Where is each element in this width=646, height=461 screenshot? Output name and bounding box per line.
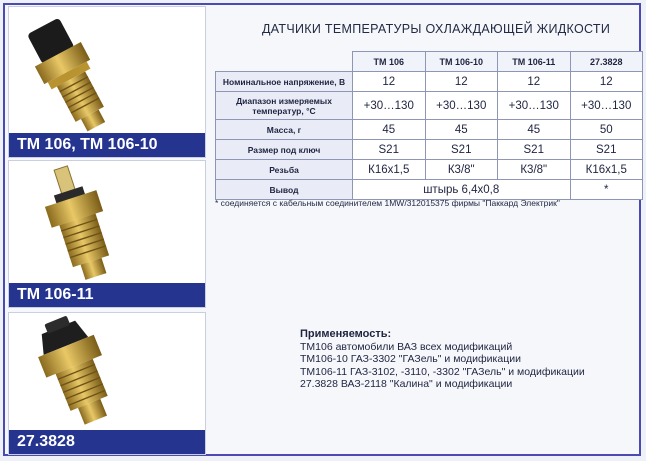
product-label: ТМ 106-11 <box>9 283 205 307</box>
page-title: ДАТЧИКИ ТЕМПЕРАТУРЫ ОХЛАЖДАЮЩЕЙ ЖИДКОСТИ <box>262 22 611 36</box>
usage-heading: Применяемость: <box>300 328 392 340</box>
table-cell: К3/8" <box>498 160 571 180</box>
table-cell: S21 <box>498 140 571 160</box>
row-label: Размер под ключ <box>216 140 353 160</box>
column-header: 27.3828 <box>570 52 643 72</box>
row-label: Вывод <box>216 180 353 200</box>
usage-block <box>300 328 585 391</box>
row-label: Резьба <box>216 160 353 180</box>
table-cell: 12 <box>498 72 571 92</box>
sensor-black-cap-icon <box>9 7 205 133</box>
product-panel-27-3828 <box>8 312 206 455</box>
product-panel-tm106-11 <box>8 160 206 308</box>
table-cell: 12 <box>570 72 643 92</box>
product-label: 27.3828 <box>9 430 205 454</box>
table-row <box>216 180 643 200</box>
table-row <box>216 120 643 140</box>
column-header: ТМ 106-10 <box>425 52 498 72</box>
table-cell: 50 <box>570 120 643 140</box>
spec-table <box>215 51 643 200</box>
product-label: ТМ 106, ТМ 106-10 <box>9 133 205 157</box>
table-header-row <box>216 52 643 72</box>
row-label: Диапазон измеряемых температур, °С <box>216 92 353 120</box>
table-cell: S21 <box>353 140 426 160</box>
table-cell: +30…130 <box>353 92 426 120</box>
table-cell: +30…130 <box>498 92 571 120</box>
table-cell: К3/8" <box>425 160 498 180</box>
table-row <box>216 72 643 92</box>
table-cell: 45 <box>425 120 498 140</box>
table-cell: К16х1,5 <box>353 160 426 180</box>
table-cell-merged: штырь 6,4х0,8 <box>353 180 571 200</box>
sensor-terminal-icon <box>9 161 205 283</box>
table-cell: +30…130 <box>570 92 643 120</box>
table-row <box>216 92 643 120</box>
table-row <box>216 160 643 180</box>
column-header: ТМ 106 <box>353 52 426 72</box>
footnote: * соединяется с кабельным соединителем 1MW/312015375 фирмы "Паккард Электрик" <box>215 198 560 208</box>
table-row <box>216 140 643 160</box>
row-label: Масса, г <box>216 120 353 140</box>
table-cell: 45 <box>498 120 571 140</box>
usage-line: ТМ106 автомобили ВАЗ всех модификаций <box>300 340 513 353</box>
table-cell: S21 <box>425 140 498 160</box>
table-cell: * <box>570 180 643 200</box>
sensor-connector-icon <box>9 313 205 430</box>
table-corner <box>216 52 353 72</box>
table-cell: К16х1,5 <box>570 160 643 180</box>
table-cell: S21 <box>570 140 643 160</box>
table-cell: 12 <box>425 72 498 92</box>
table-cell: 12 <box>353 72 426 92</box>
table-cell: +30…130 <box>425 92 498 120</box>
product-panel-tm106 <box>8 6 206 158</box>
usage-line: ТМ106-10 ГАЗ-3302 "ГАЗель" и модификации <box>300 353 521 365</box>
table-cell: 45 <box>353 120 426 140</box>
column-header: ТМ 106-11 <box>498 52 571 72</box>
row-label: Номинальное напряжение, В <box>216 72 353 92</box>
usage-line: 27.3828 ВАЗ-2118 "Калина" и модификации <box>300 378 513 390</box>
usage-line: ТМ106-11 ГАЗ-3102, -3110, -3302 "ГАЗель" и модификации <box>300 365 585 378</box>
